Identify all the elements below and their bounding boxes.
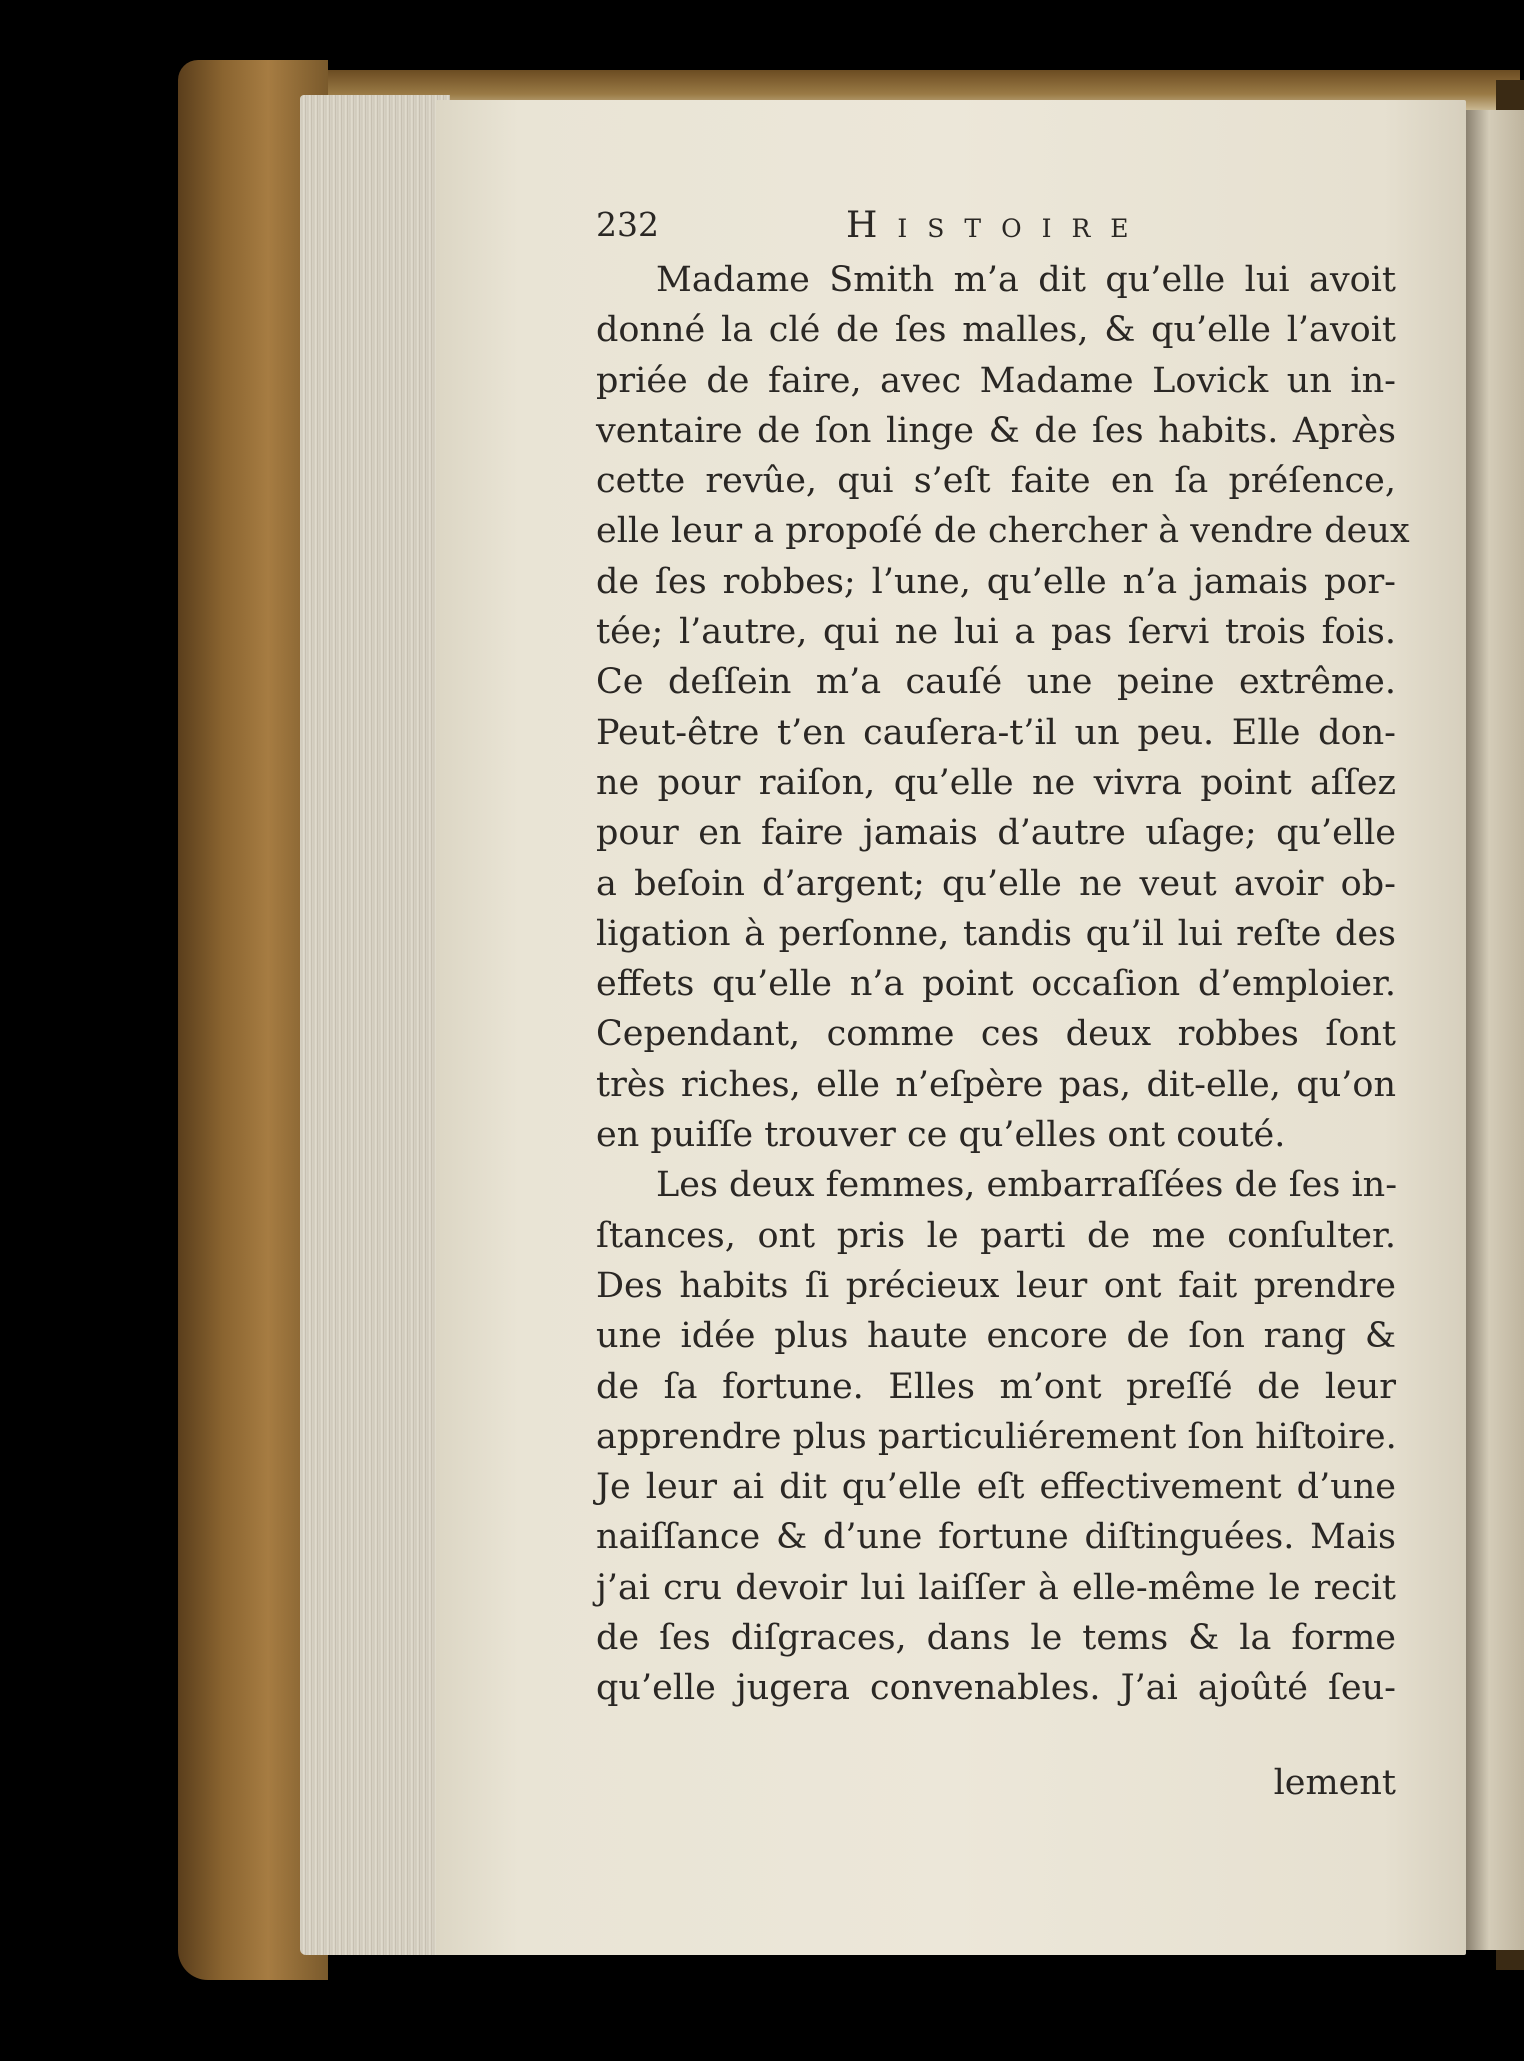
text-line: qu’elle jugera convenables. J’ai ajoûté ſeu- (596, 1668, 1396, 1709)
facing-page-edge (1466, 110, 1524, 1950)
text-line: ne pour raiſon, qu’elle ne vivra point aſſez (596, 762, 1396, 803)
page-edges (300, 95, 450, 1955)
text-line: Les deux femmes, embarraſſées de ſes in- (656, 1165, 1398, 1206)
text-line: ſtances, ont pris le parti de me conſulter. (596, 1215, 1396, 1256)
text-line: pour en faire jamais d’autre uſage; qu’elle (596, 813, 1396, 854)
text-line: Cependant, comme ces deux robbes ſont (596, 1014, 1396, 1055)
text-line: de ſa fortune. Elles m’ont preſſé de leur (596, 1366, 1396, 1407)
text-line: elle leur a propoſé de chercher à vendre deux (596, 511, 1410, 552)
text-line: effets qu’elle n’a point occaſion d’emploier. (596, 964, 1396, 1005)
page-number: 232 (596, 205, 659, 244)
text-line: Ce deſſein m’a cauſé une peine extrême. (596, 662, 1396, 703)
text-line: Des habits ſi précieux leur ont fait prendre (596, 1265, 1396, 1306)
text-line: naiſſance & d’une fortune diſtinguées. Mais (596, 1517, 1396, 1558)
page-text (596, 205, 1410, 1714)
text-line: ligation à perſonne, tandis qu’il lui reſte des (596, 913, 1396, 954)
text-line: ventaire de ſon linge & de ſes habits. Après (596, 410, 1396, 451)
text-line: priée de faire, avec Madame Lovick un in- (596, 360, 1396, 401)
text-line: très riches, elle n’eſpère pas, dit-elle, qu’on (596, 1064, 1396, 1105)
text-line: de ſes robbes; l’une, qu’elle n’a jamais por- (596, 561, 1396, 602)
text-line: Peut-être t’en cauſera-t’il un peu. Elle don- (596, 712, 1396, 753)
running-title: Histoire (846, 205, 1149, 246)
text-line: une idée plus haute encore de ſon rang & (596, 1316, 1396, 1357)
text-line: a beſoin d’argent; qu’elle ne veut avoir ob- (596, 863, 1396, 904)
text-line: de ſes diſgraces, dans le tems & la forme (596, 1618, 1396, 1659)
text-line: cette revûe, qui s’eſt faite en ſa préſence, (596, 461, 1396, 502)
text-line: donné la clé de ſes malles, & qu’elle l’avoit (596, 310, 1396, 351)
text-line: j’ai cru devoir lui laiſſer à elle-même le recit (596, 1567, 1396, 1608)
catchword: lement (1273, 1763, 1396, 1803)
text-line: en puiſſe trouver ce qu’elles ont couté. (596, 1115, 1286, 1156)
text-line: tée; l’autre, qui ne lui a pas ſervi trois fois. (596, 612, 1396, 653)
text-line: Madame Smith m’a dit qu’elle lui avoit (656, 260, 1396, 300)
text-line: apprendre plus particuliérement ſon hiſtoire. (596, 1416, 1397, 1457)
text-line: Je leur ai dit qu’elle eſt effectivement d’une (596, 1467, 1396, 1508)
running-head (596, 205, 1396, 255)
